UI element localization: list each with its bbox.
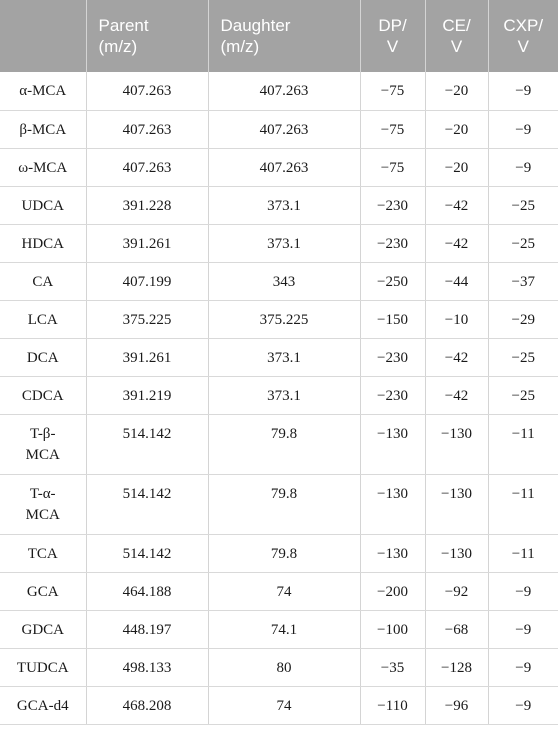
cell-compound: CDCA xyxy=(0,376,86,414)
cell-ce: −20 xyxy=(425,110,488,148)
cell-daughter: 375.225 xyxy=(208,300,360,338)
cell-compound: TUDCA xyxy=(0,648,86,686)
cell-cxp: −11 xyxy=(488,534,558,572)
cell-daughter: 407.263 xyxy=(208,148,360,186)
cell-ce: −42 xyxy=(425,376,488,414)
table-row xyxy=(0,262,558,300)
cell-daughter: 407.263 xyxy=(208,72,360,110)
table-row xyxy=(0,148,558,186)
cell-cxp: −29 xyxy=(488,300,558,338)
cell-daughter: 80 xyxy=(208,648,360,686)
cell-cxp: −9 xyxy=(488,686,558,724)
header-ce-line2: V xyxy=(450,37,463,56)
table-row xyxy=(0,72,558,110)
cell-dp: −100 xyxy=(360,610,425,648)
cell-dp: −200 xyxy=(360,572,425,610)
cell-cxp: −9 xyxy=(488,148,558,186)
cell-compound: HDCA xyxy=(0,224,86,262)
cell-daughter: 79.8 xyxy=(208,534,360,572)
cell-compound: DCA xyxy=(0,338,86,376)
cell-daughter: 79.8 xyxy=(208,414,360,474)
cell-parent: 468.208 xyxy=(86,686,208,724)
cell-compound: ω-MCA xyxy=(0,148,86,186)
cell-cxp: −9 xyxy=(488,572,558,610)
header-parent-line1: Parent xyxy=(98,16,149,35)
cell-compound: GDCA xyxy=(0,610,86,648)
table-row xyxy=(0,110,558,148)
header-dp xyxy=(360,0,425,72)
cell-cxp: −25 xyxy=(488,338,558,376)
cell-daughter: 373.1 xyxy=(208,376,360,414)
cell-daughter: 373.1 xyxy=(208,186,360,224)
header-parent-line2: (m/z) xyxy=(98,37,138,56)
header-dp-line1: DP/ xyxy=(378,16,407,35)
cell-dp: −35 xyxy=(360,648,425,686)
header-cxp-line2: V xyxy=(517,37,529,56)
cell-compound: TCA xyxy=(0,534,86,572)
cell-compound: GCA-d4 xyxy=(0,686,86,724)
cell-parent: 391.261 xyxy=(86,338,208,376)
cell-daughter: 74 xyxy=(208,572,360,610)
cell-parent: 464.188 xyxy=(86,572,208,610)
cell-dp: −130 xyxy=(360,534,425,572)
cell-daughter: 407.263 xyxy=(208,110,360,148)
table-row xyxy=(0,648,558,686)
cell-cxp: −25 xyxy=(488,376,558,414)
cell-cxp: −25 xyxy=(488,224,558,262)
cell-dp: −250 xyxy=(360,262,425,300)
cell-cxp: −9 xyxy=(488,110,558,148)
cell-parent: 407.263 xyxy=(86,148,208,186)
cell-parent: 391.228 xyxy=(86,186,208,224)
cell-ce: −130 xyxy=(425,414,488,474)
cell-cxp: −11 xyxy=(488,414,558,474)
table-row xyxy=(0,610,558,648)
header-dp-line2: V xyxy=(386,37,399,56)
cell-parent: 391.219 xyxy=(86,376,208,414)
cell-dp: −110 xyxy=(360,686,425,724)
cell-cxp: −9 xyxy=(488,72,558,110)
cell-dp: −130 xyxy=(360,474,425,534)
cell-compound: CA xyxy=(0,262,86,300)
cell-dp: −230 xyxy=(360,376,425,414)
cell-ce: −92 xyxy=(425,572,488,610)
cell-daughter: 79.8 xyxy=(208,474,360,534)
cell-cxp: −11 xyxy=(488,474,558,534)
cell-ce: −44 xyxy=(425,262,488,300)
table-row xyxy=(0,474,558,534)
table-row xyxy=(0,338,558,376)
cell-ce: −96 xyxy=(425,686,488,724)
table-row xyxy=(0,572,558,610)
cell-ce: −10 xyxy=(425,300,488,338)
cell-ce: −130 xyxy=(425,474,488,534)
header-daughter-line1: Daughter xyxy=(220,16,291,35)
cell-daughter: 373.1 xyxy=(208,338,360,376)
header-daughter xyxy=(208,0,360,72)
cell-cxp: −9 xyxy=(488,610,558,648)
cell-dp: −130 xyxy=(360,414,425,474)
cell-parent: 448.197 xyxy=(86,610,208,648)
cell-daughter: 74 xyxy=(208,686,360,724)
cell-cxp: −25 xyxy=(488,186,558,224)
cell-compound: GCA xyxy=(0,572,86,610)
header-ce-line1: CE/ xyxy=(442,16,471,35)
cell-ce: −128 xyxy=(425,648,488,686)
cell-ce: −42 xyxy=(425,338,488,376)
table-row xyxy=(0,186,558,224)
table-row xyxy=(0,224,558,262)
cell-parent: 514.142 xyxy=(86,474,208,534)
cell-parent: 391.261 xyxy=(86,224,208,262)
cell-dp: −150 xyxy=(360,300,425,338)
cell-dp: −230 xyxy=(360,224,425,262)
table-row xyxy=(0,686,558,724)
cell-ce: −68 xyxy=(425,610,488,648)
cell-parent: 498.133 xyxy=(86,648,208,686)
cell-compound: T-α- MCA xyxy=(0,474,86,534)
cell-ce: −42 xyxy=(425,224,488,262)
cell-ce: −20 xyxy=(425,148,488,186)
cell-parent: 514.142 xyxy=(86,414,208,474)
table-row xyxy=(0,534,558,572)
cell-parent: 514.142 xyxy=(86,534,208,572)
cell-daughter: 373.1 xyxy=(208,224,360,262)
table-row xyxy=(0,300,558,338)
cell-dp: −75 xyxy=(360,110,425,148)
cell-parent: 407.199 xyxy=(86,262,208,300)
cell-ce: −130 xyxy=(425,534,488,572)
cell-dp: −75 xyxy=(360,72,425,110)
cell-cxp: −9 xyxy=(488,648,558,686)
cell-daughter: 343 xyxy=(208,262,360,300)
cell-compound: β-MCA xyxy=(0,110,86,148)
cell-compound: T-β- MCA xyxy=(0,414,86,474)
cell-dp: −230 xyxy=(360,338,425,376)
table-row xyxy=(0,414,558,474)
cell-parent: 407.263 xyxy=(86,110,208,148)
header-daughter-line2: (m/z) xyxy=(220,37,260,56)
table-row xyxy=(0,376,558,414)
cell-dp: −75 xyxy=(360,148,425,186)
cell-compound: LCA xyxy=(0,300,86,338)
cell-compound: α-MCA xyxy=(0,72,86,110)
header-parent xyxy=(86,0,208,72)
cell-dp: −230 xyxy=(360,186,425,224)
header-compound xyxy=(0,0,86,72)
header-cxp-line1: CXP/ xyxy=(503,16,544,35)
header-row xyxy=(0,0,558,72)
cell-parent: 407.263 xyxy=(86,72,208,110)
cell-ce: −20 xyxy=(425,72,488,110)
cell-compound: UDCA xyxy=(0,186,86,224)
header-ce xyxy=(425,0,488,72)
cell-cxp: −37 xyxy=(488,262,558,300)
cell-daughter: 74.1 xyxy=(208,610,360,648)
cell-ce: −42 xyxy=(425,186,488,224)
header-cxp xyxy=(488,0,558,72)
cell-parent: 375.225 xyxy=(86,300,208,338)
table-body xyxy=(0,72,558,724)
